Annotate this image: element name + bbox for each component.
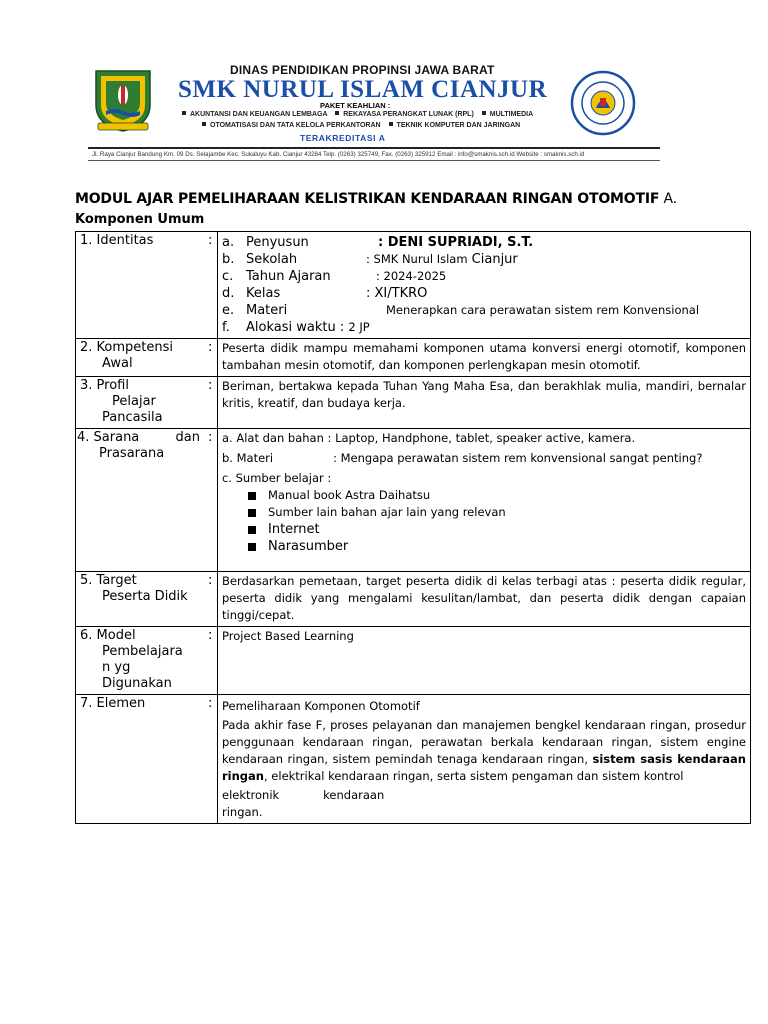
identitas-item — [222, 302, 746, 319]
kompetensi-label: Awal — [102, 356, 133, 371]
model-label: Pembelajara — [102, 644, 183, 659]
sarana-item-b-value: : Mengapa perawatan sistem rem konvensional sangat penting? — [333, 451, 703, 465]
item-value: : DENI SUPRIADI, S.T. — [378, 235, 534, 250]
list-item: Manual book Astra Daihatsu — [248, 487, 746, 504]
colon: : — [208, 695, 218, 824]
kompetensi-text: Peserta didik mampu memahami komponen utama konversi energi otomotif, komponen tambahan mesin otomotif, dan komponen perlengkapan mesin otomotif. — [218, 339, 751, 377]
item-value: : — [335, 320, 349, 335]
letterhead-dinas: DINAS PENDIDIKAN PROPINSI JAWA BARAT — [230, 63, 495, 77]
table-row — [76, 627, 751, 695]
west-java-emblem-icon — [90, 67, 156, 133]
sarana-item-c: c. Sumber belajar : — [222, 471, 332, 485]
item-key: f. — [222, 320, 230, 335]
letterhead-akreditasi: TERAKREDITASI A — [300, 133, 386, 143]
letterhead-paket: PAKET KEAHLIAN : — [320, 101, 391, 110]
item-name: Penyusun — [246, 235, 309, 250]
profil-label: Pelajar — [112, 394, 156, 409]
row-label — [76, 339, 209, 377]
row-label — [76, 695, 209, 824]
item-value: : SMK Nurul Islam — [366, 252, 468, 266]
item-value: : XI/TKRO — [366, 286, 428, 301]
identitas-item — [222, 251, 746, 268]
sarana-item-b-key: b. Materi — [222, 451, 274, 465]
item-key: e. — [222, 303, 235, 318]
title-suffix: A. — [659, 191, 677, 207]
program-label: OTOMATISASI DAN TATA KELOLA PERKANTORAN — [210, 122, 381, 129]
profil-label: Pancasila — [102, 410, 163, 425]
table-row — [76, 429, 751, 572]
sarana-label-line — [77, 430, 204, 446]
item-name: Materi — [246, 303, 288, 318]
elemen-tail-line — [222, 787, 746, 804]
sarana-item-b — [222, 450, 746, 467]
document-title — [75, 191, 677, 207]
target-label: 5. Target — [80, 573, 137, 588]
item-key: a. — [222, 235, 235, 250]
program-label: REKAYASA PERANGKAT LUNAK (RPL) — [343, 111, 474, 118]
table-row — [76, 572, 751, 627]
program-label: MULTIMEDIA — [489, 111, 534, 118]
item-key: d. — [222, 286, 235, 301]
list-item: Narasumber — [248, 538, 746, 555]
item-name: Tahun Ajaran — [246, 269, 331, 284]
elemen-content — [218, 695, 751, 824]
row-label — [76, 429, 209, 572]
colon: : — [208, 339, 218, 377]
item-value: 2 JP — [348, 320, 370, 334]
colon: : — [208, 232, 218, 339]
colon: : — [208, 627, 218, 695]
model-label: Digunakan — [102, 676, 172, 691]
identitas-item — [222, 268, 746, 285]
elemen-label: 7. Elemen — [80, 696, 146, 711]
elemen-text: , elektrikal kendaraan ringan, serta sistem pengaman dan sistem kontrol — [263, 769, 684, 783]
sarana-label: Prasarana — [99, 446, 165, 461]
elemen-text: Pada akhir fase F, proses pelayanan dan manajemen bengkel kendaraan ringan, prosedur penggunaan kendaraan ringan, perawatan berkala kendaraan ringan, sistem engine kendaraan ringan, sistem pemindah tenaga kendaraan ringan, — [222, 718, 746, 766]
sarana-item-a: a. Alat dan bahan : Laptop, Handphone, tablet, speaker active, kamera. — [222, 431, 636, 445]
kompetensi-label: 2. Kompetensi — [80, 340, 173, 355]
row-label — [76, 627, 209, 695]
letterhead-programs-row2 — [196, 122, 520, 129]
elemen-heading: Pemeliharaan Komponen Otomotif — [222, 699, 420, 713]
list-item: Internet — [248, 521, 746, 538]
item-value: : 2024-2025 — [376, 269, 447, 283]
elemen-paragraph — [222, 717, 746, 785]
row-label — [76, 572, 209, 627]
item-value: Menerapkan cara perawatan sistem rem Konvensional — [386, 303, 700, 317]
section-subtitle: Komponen Umum — [75, 212, 205, 227]
item-key: b. — [222, 252, 235, 267]
right-logo — [570, 70, 636, 141]
elemen-text: kendaraan — [323, 788, 385, 802]
model-text: Project Based Learning — [218, 627, 751, 695]
model-label: 6. Model — [80, 628, 136, 643]
table-row — [76, 339, 751, 377]
letterhead-address: Jl. Raya Cianjur Bandung Km. 09 Ds. Selajambe Kec. Sukaluyu Kab. Cianjur 43284 Telp. (0263) 325749, Fax. (0263) 325912 Email : info@smaknis.sch.id Website : smaknis.sch.id — [92, 151, 585, 158]
program-label: AKUNTANSI DAN KEUANGAN LEMBAGA — [190, 111, 328, 118]
list-item: Sumber lain bahan ajar lain yang relevan — [248, 504, 746, 521]
colon: : — [208, 429, 218, 572]
item-name: Alokasi waktu — [246, 320, 336, 335]
identitas-item — [222, 319, 746, 336]
sarana-label: dan — [175, 430, 200, 445]
colon: : — [208, 377, 218, 429]
profil-text: Beriman, bertakwa kepada Tuhan Yang Maha Esa, dan berakhlak mulia, mandiri, bernalar kritis, kreatif, dan budaya kerja. — [218, 377, 751, 429]
identitas-item — [222, 234, 746, 251]
elemen-text: elektronik — [222, 788, 280, 802]
sumber-belajar-list — [222, 487, 746, 555]
colon: : — [208, 572, 218, 627]
row-label — [76, 377, 209, 429]
table-row — [76, 695, 751, 824]
left-logo — [90, 67, 156, 138]
profil-label: 3. Profil — [80, 378, 129, 393]
identitas-label: 1. Identitas — [80, 233, 154, 248]
item-key: c. — [222, 269, 234, 284]
letterhead-school-name: SMK NURUL ISLAM CIANJUR — [178, 76, 548, 103]
identitas-item — [222, 285, 746, 302]
item-name: Kelas — [246, 286, 281, 301]
program-label: TEKNIK KOMPUTER DAN JARINGAN — [396, 122, 521, 129]
table-row — [76, 232, 751, 339]
general-component-table — [75, 231, 751, 824]
title-text: MODUL AJAR PEMELIHARAAN KELISTRIKAN KENDARAAN RINGAN OTOMOTIF — [75, 191, 660, 207]
elemen-text-bold: sistem sasis kendaraan ringan — [222, 752, 746, 783]
sarana-content — [218, 429, 751, 572]
target-text: Berdasarkan pemetaan, target peserta didik di kelas terbagi atas : peserta didik regular, peserta didik yang mengalami kesulitan/lambat, dan peserta didik dengan capaian tinggi/cepat. — [218, 572, 751, 627]
item-value: Cianjur — [467, 252, 518, 267]
letterhead-rule — [88, 147, 660, 149]
school-seal-icon — [570, 70, 636, 136]
letterhead-rule-thin — [88, 160, 660, 161]
identitas-content — [218, 232, 751, 339]
item-name: Sekolah — [246, 252, 298, 267]
target-label: Peserta Didik — [102, 589, 188, 604]
table-row — [76, 377, 751, 429]
elemen-text: ringan. — [222, 805, 263, 819]
row-label — [76, 232, 209, 339]
sarana-label: 4. Sarana — [77, 430, 140, 445]
letterhead-programs-row1 — [176, 111, 533, 118]
model-label: n yg — [102, 660, 131, 675]
